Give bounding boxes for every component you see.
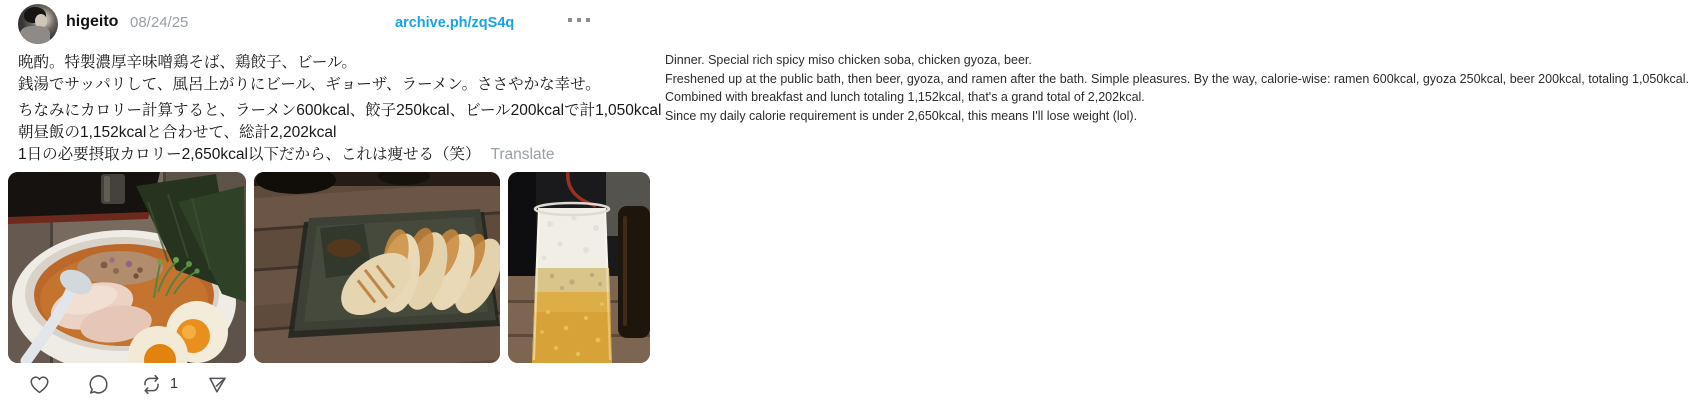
post-line: 晩酌。特製濃厚辛味噌鶏そば、鶏餃子、ビール。 [18, 54, 357, 71]
dot-icon [568, 18, 572, 22]
translation-line: Dinner. Special rich spicy miso chicken soba, chicken gyoza, beer. [665, 53, 1032, 67]
repost-count: 1 [170, 376, 179, 392]
translate-link[interactable]: Translate [490, 146, 555, 163]
dot-icon [586, 18, 590, 22]
gyoza-photo-graphic [254, 172, 500, 363]
photo-beer[interactable] [508, 172, 650, 363]
translation-line: Since my daily calorie requirement is under 2,650kcal, this means I'll lose weight (lol). [665, 108, 1138, 123]
avatar[interactable] [18, 4, 58, 44]
translation-text [665, 51, 1700, 125]
post-line: 1日の必要摂取カロリー2,650kcal以下だから、これは痩せる（笑） [18, 146, 481, 163]
speech-bubble-icon [87, 373, 110, 396]
action-bar [28, 371, 229, 397]
archive-link[interactable]: archive.ph/zqS4q [395, 15, 515, 31]
ramen-photo-graphic [8, 172, 246, 363]
photo-ramen[interactable] [8, 172, 246, 363]
post-body-japanese [18, 52, 661, 166]
repost-icon [140, 373, 163, 396]
photo-gallery [8, 172, 650, 363]
post-date: 08/24/25 [130, 14, 189, 31]
dot-icon [577, 18, 581, 22]
author-name[interactable]: higeito [66, 13, 119, 30]
translation-line: Freshened up at the public bath, then beer, gyoza, and ramen after the bath. Simple pleasures. By the way, calorie-wise: ramen 600kcal, gyoza 250kcal, beer 200kcal, totaling 1,050kcal. [665, 71, 1689, 86]
paper-plane-icon [206, 373, 229, 396]
share-button[interactable] [206, 373, 229, 396]
more-options-button[interactable] [568, 18, 590, 22]
repost-button[interactable] [140, 373, 178, 396]
translation-line: Combined with breakfast and lunch totaling 1,152kcal, that's a grand total of 2,202kcal. [665, 90, 1145, 105]
beer-photo-graphic [508, 172, 650, 363]
like-button[interactable] [28, 373, 51, 396]
post-line: 銭湯でサッパリして、風呂上がりにビール、ギョーザ、ラーメン。ささやかな幸せ。 [18, 76, 601, 93]
post-line: ちなみにカロリー計算すると、ラーメン600kcal、餃子250kcal、ビール200kcalで計1,050kcal [18, 102, 662, 119]
photo-gyoza[interactable] [254, 172, 500, 363]
post-line: 朝昼飯の1,152kcalと合わせて、総計2,202kcal [18, 124, 337, 141]
reply-button[interactable] [87, 373, 110, 396]
heart-icon [28, 373, 51, 396]
